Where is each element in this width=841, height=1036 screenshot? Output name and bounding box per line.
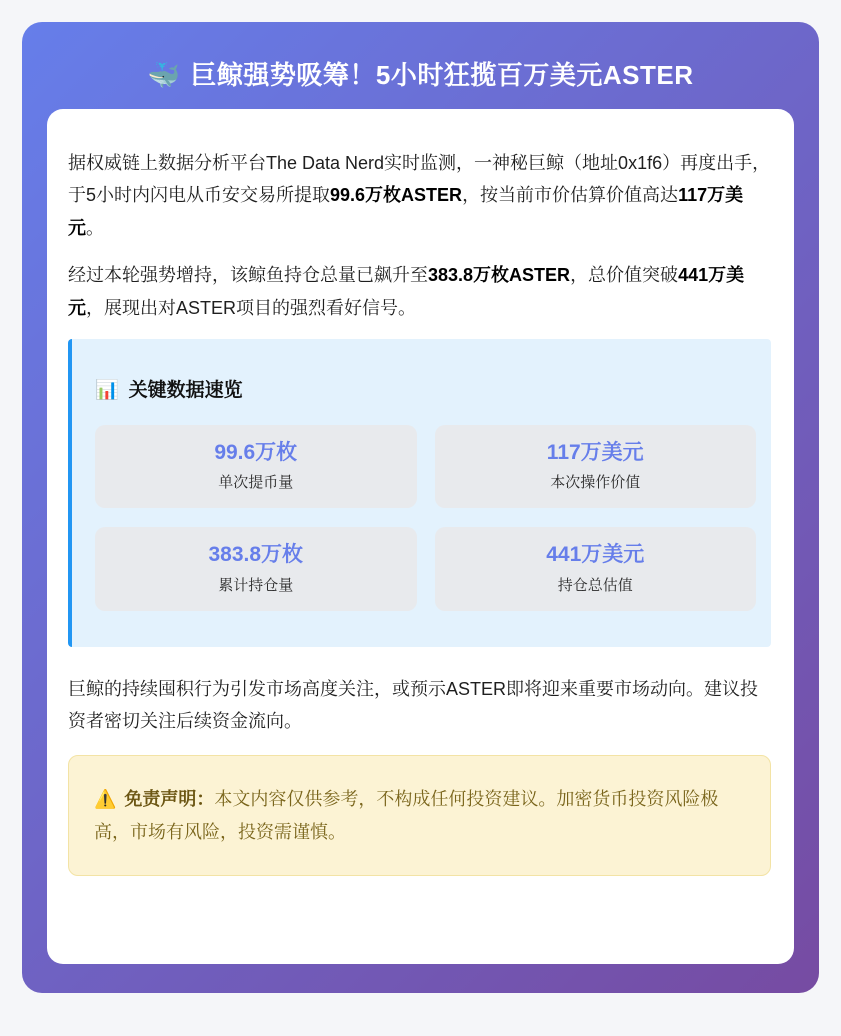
disclaimer-box: [68, 755, 771, 876]
warning-icon: ⚠️: [94, 789, 117, 810]
stat-label: 本次操作价值: [550, 474, 641, 492]
paragraph-outlook: 巨鲸的持续囤积行为引发市场高度关注，或预示ASTER即将迎来重要市场动向。建议投资者密切关注后续资金流向。: [68, 678, 759, 732]
paragraph-withdrawal: 据权威链上数据分析平台The Data Nerd实时监测，一神秘巨鲸（地址0x1f6）再度出手，于5小时内闪电从币安交易所提取99.6万枚ASTER，按当前市价估算价值高达117万美元。: [68, 153, 771, 238]
bar-chart-icon: 📊: [95, 380, 119, 402]
stat-label: 持仓总估值: [557, 576, 633, 594]
stat-value: 117万美元: [546, 441, 644, 465]
stat-value: 383.8万枚: [208, 543, 304, 567]
key-data-heading-text: 关键数据速览: [128, 380, 243, 402]
stat-label: 累计持仓量: [218, 576, 294, 594]
disclaimer-title: 免责声明：: [124, 789, 215, 810]
stat-card-withdrawal-amount: [95, 425, 417, 508]
stat-label: 单次提币量: [218, 474, 294, 492]
disclaimer-text: [94, 783, 745, 848]
article-body: [47, 109, 794, 964]
stat-value: 441万美元: [546, 543, 645, 567]
article-card: [22, 22, 819, 993]
stat-card-holdings-value: [435, 527, 757, 610]
key-data-panel: [68, 339, 771, 647]
stat-card-operation-value: [435, 425, 757, 508]
page-title: [47, 58, 794, 93]
disclaimer-body: 本文内容仅供参考，不构成任何投资建议。加密货币投资风险极高，市场有风险，投资需谨慎。: [94, 789, 719, 842]
stat-card-total-holdings: [95, 527, 417, 610]
page-title-text: 巨鲸强势吸筹！5小时狂揽百万美元ASTER: [190, 60, 694, 90]
stats-grid: [95, 425, 756, 611]
key-data-heading: [95, 375, 756, 402]
paragraph-holdings: 经过本轮强势增持，该鲸鱼持仓总量已飙升至383.8万枚ASTER，总价值突破441万美元，展现出对ASTER项目的强烈看好信号。: [68, 265, 745, 318]
whale-icon: 🐳: [147, 60, 181, 90]
stat-value: 99.6万枚: [214, 441, 298, 465]
